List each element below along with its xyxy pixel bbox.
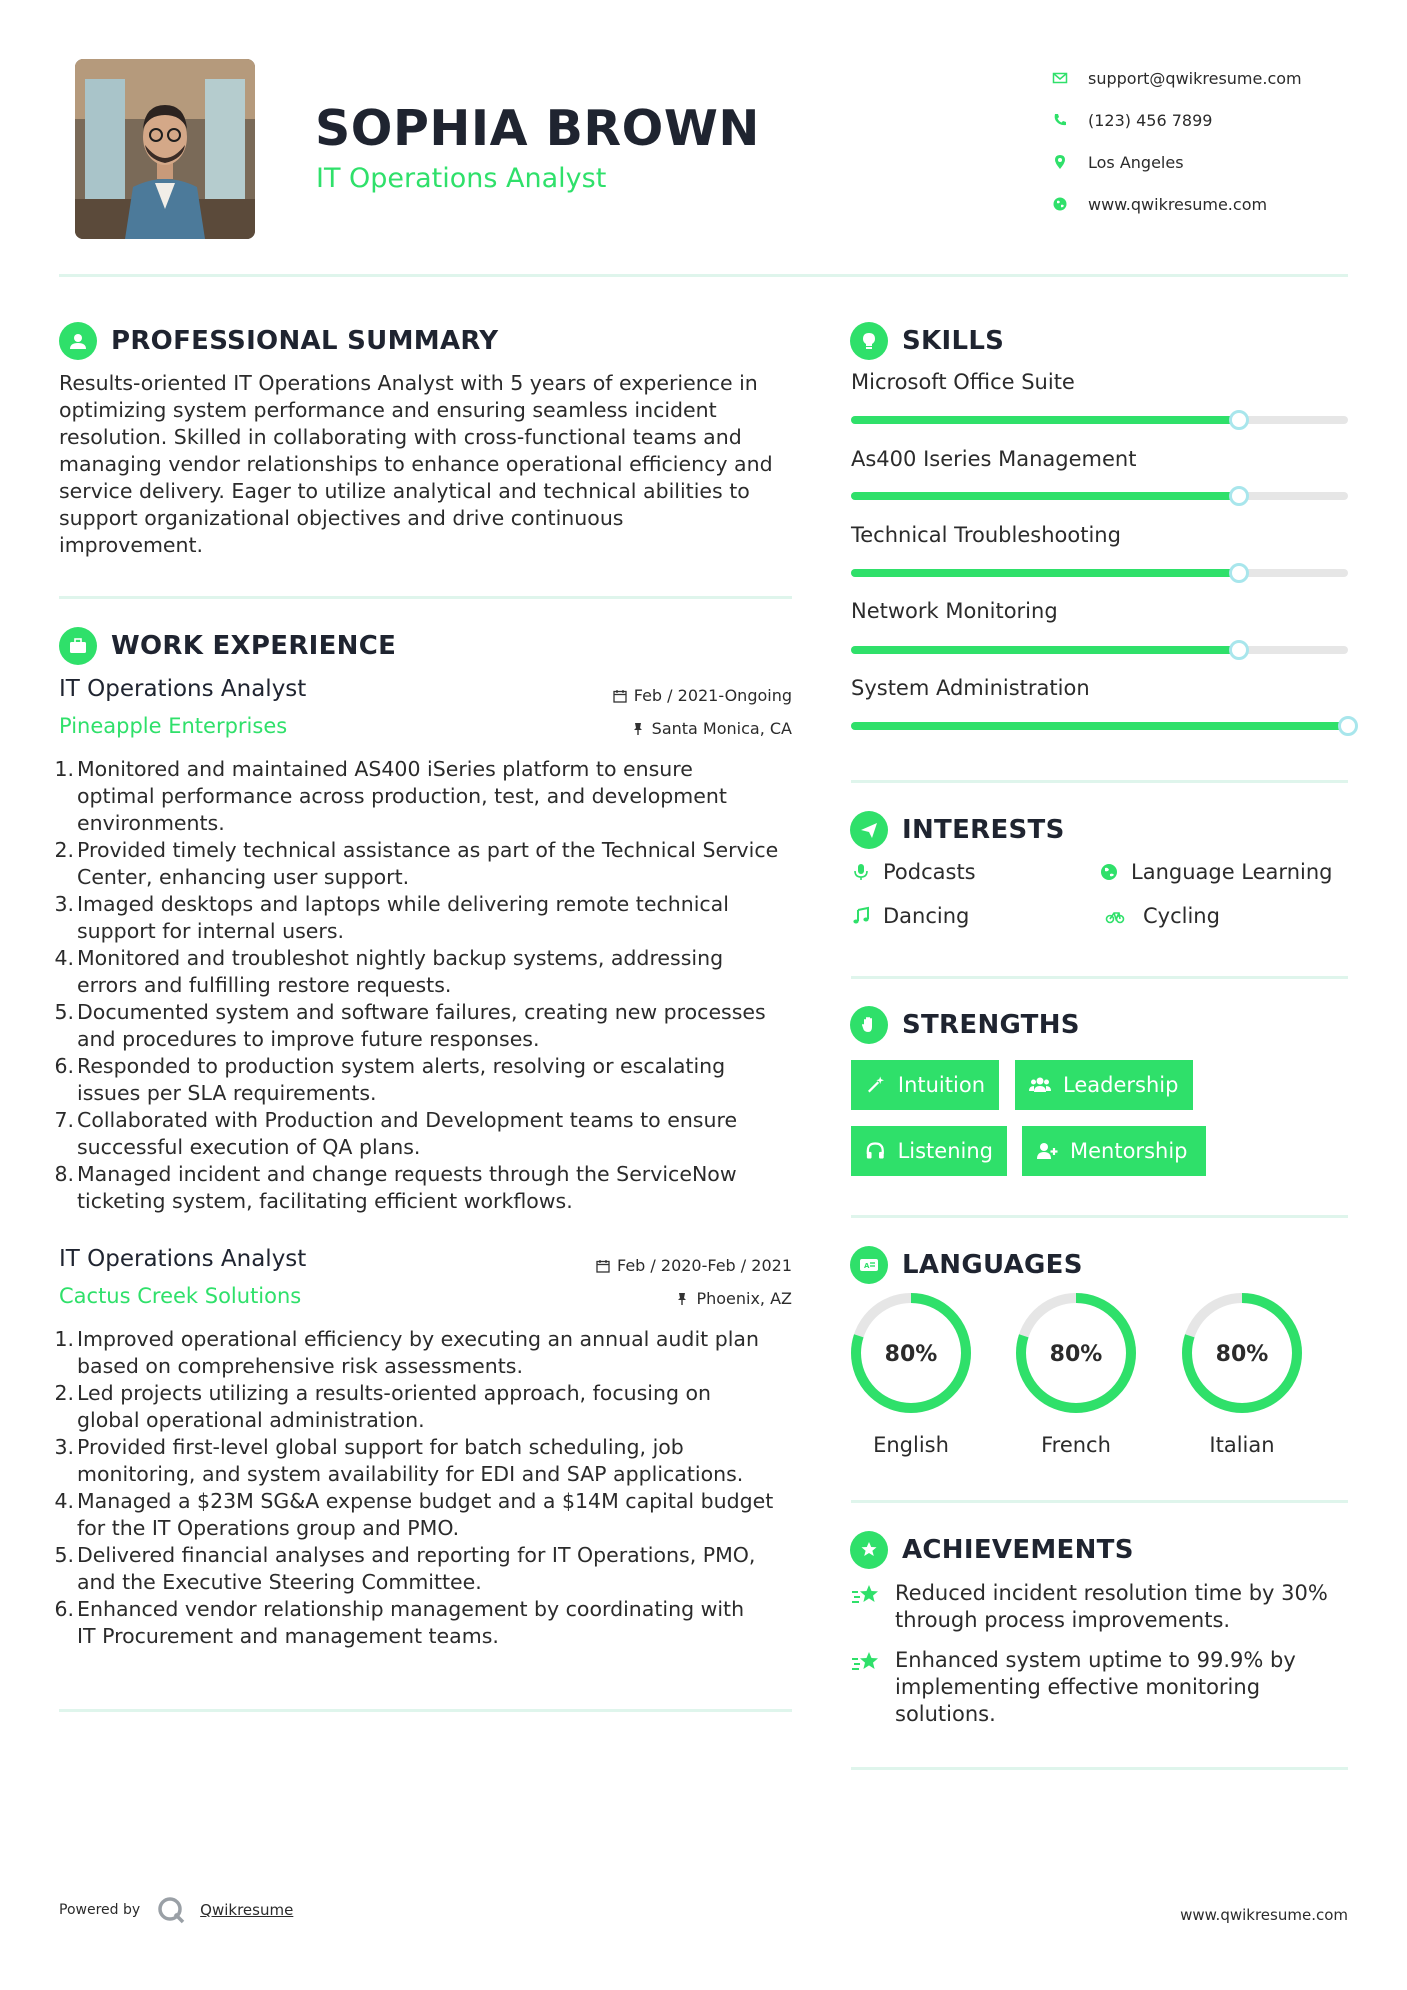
list-line: Responded to production system alerts, resolving or escalating (77, 1054, 726, 1078)
paper-plane-icon (850, 811, 888, 849)
achievements-divider (851, 1767, 1348, 1770)
headphones-icon (865, 1140, 886, 1162)
skill-bar (851, 722, 1348, 730)
skill-bar-knob (1229, 486, 1249, 506)
list-line: Documented system and software failures, creating new processes (77, 1000, 766, 1024)
interests-section-header (850, 811, 1065, 849)
job-dates (596, 1256, 792, 1275)
globe-icon (1050, 196, 1088, 212)
interests-divider (851, 976, 1348, 979)
list-item (54, 1380, 799, 1434)
shooting-star-icon (851, 1582, 883, 1610)
list-line: issues per SLA requirements. (77, 1081, 377, 1105)
list-number: 2. (54, 838, 74, 862)
email-icon (1050, 70, 1088, 86)
list-item (54, 999, 799, 1053)
list-line: Managed incident and change requests through the ServiceNow (77, 1162, 737, 1186)
candidate-title: IT Operations Analyst (316, 163, 607, 194)
skill-bar-fill (851, 416, 1239, 424)
bicycle-icon (1099, 906, 1131, 926)
experience-heading: WORK EXPERIENCE (111, 631, 397, 661)
list-line: Enhanced vendor relationship management by coordinating with (77, 1597, 745, 1621)
strength-label: Intuition (897, 1073, 985, 1097)
list-item (54, 837, 799, 891)
list-line: and procedures to improve future responses. (77, 1027, 540, 1051)
list-line: Provided first-level global support for batch scheduling, job (77, 1435, 684, 1459)
list-line: errors and fulfilling restore requests. (77, 973, 452, 997)
footer-url[interactable]: www.qwikresume.com (1180, 1906, 1348, 1924)
achievements-section-header (850, 1531, 1134, 1569)
lightbulb-icon (850, 322, 888, 360)
achievement-item (851, 1647, 1296, 1728)
skill-bar (851, 569, 1348, 577)
qwikresume-logo-icon (156, 1895, 186, 1925)
list-line: environments. (77, 811, 225, 835)
strength-tag (851, 1126, 1007, 1176)
list-number: 7. (54, 1108, 74, 1132)
summary-line: resolution. Skilled in collaborating with cross-functional teams and (59, 425, 742, 449)
powered-by-text: Powered by (59, 1902, 141, 1918)
list-number: 5. (54, 1000, 74, 1024)
team-icon (1029, 1074, 1051, 1096)
microphone-icon (851, 862, 871, 882)
language-item (849, 1291, 973, 1457)
summary-text (59, 370, 799, 559)
job-location-text: Santa Monica, CA (651, 719, 792, 738)
list-item (54, 891, 799, 945)
phone-icon (1050, 112, 1088, 128)
interest-item (851, 904, 969, 928)
list-number: 6. (54, 1054, 74, 1078)
list-line: Managed a $23M SG&A expense budget and a $14M capital budget (77, 1489, 774, 1513)
shooting-star-icon (851, 1649, 883, 1677)
footer-powered-by (59, 1895, 293, 1925)
job-dates-text: Feb / 2021-Ongoing (633, 686, 792, 705)
language-percent: 80% (1049, 1342, 1103, 1367)
contact-website[interactable] (1050, 183, 1380, 225)
skill-bar-knob (1229, 640, 1249, 660)
summary-line: support organizational objectives and drive continuous (59, 506, 624, 530)
summary-line: managing vendor relationships to enhance operational efficiency and (59, 452, 773, 476)
calendar-icon (613, 689, 627, 703)
list-line: successful execution of QA plans. (77, 1135, 421, 1159)
list-line: Monitored and troubleshot nightly backup systems, addressing (77, 946, 724, 970)
job-title: IT Operations Analyst (59, 676, 307, 702)
list-number: 3. (54, 892, 74, 916)
list-line: ticketing system, facilitating efficient workflows. (77, 1189, 573, 1213)
candidate-name: SOPHIA BROWN (315, 100, 760, 157)
job-location (631, 719, 792, 738)
job-dates-text: Feb / 2020-Feb / 2021 (617, 1256, 792, 1275)
list-number: 2. (54, 1381, 74, 1405)
list-item (54, 1434, 799, 1488)
strength-tag (1022, 1126, 1206, 1176)
language-progress-ring (1180, 1291, 1304, 1415)
language-label: French (1041, 1433, 1111, 1457)
list-line: for the IT Operations group and PMO. (77, 1516, 460, 1540)
achievement-line: Reduced incident resolution time by 30% (895, 1581, 1328, 1605)
summary-line: service delivery. Eager to utilize analytical and technical abilities to (59, 479, 750, 503)
summary-divider (59, 596, 792, 599)
skill-bar (851, 492, 1348, 500)
language-progress-ring (1014, 1291, 1138, 1415)
globe-icon (1099, 862, 1119, 882)
contact-phone[interactable] (1050, 99, 1380, 141)
strength-label: Listening (897, 1139, 993, 1163)
skill-name: Network Monitoring (851, 599, 1058, 623)
contact-email-text: support@qwikresume.com (1088, 68, 1302, 88)
list-line: Improved operational efficiency by executing an annual audit plan (77, 1327, 759, 1351)
job-title: IT Operations Analyst (59, 1246, 307, 1272)
interest-item (1099, 860, 1332, 884)
skills-divider (851, 780, 1348, 783)
contact-location (1050, 141, 1380, 183)
language-icon (850, 1246, 888, 1284)
contact-phone-text: (123) 456 7899 (1088, 110, 1213, 130)
language-label: English (873, 1433, 949, 1457)
skill-bar-fill (851, 492, 1239, 500)
list-line: based on comprehensive risk assessments. (77, 1354, 523, 1378)
job-bullets (54, 1326, 799, 1650)
svg-text:A: A (864, 1262, 870, 1270)
summary-heading: PROFESSIONAL SUMMARY (111, 326, 499, 356)
calendar-icon (596, 1259, 610, 1273)
strength-label: Mentorship (1070, 1139, 1188, 1163)
list-line: Monitored and maintained AS400 iSeries platform to ensure (77, 757, 693, 781)
strengths-divider (851, 1215, 1348, 1218)
list-item (54, 1053, 799, 1107)
job-company: Cactus Creek Solutions (59, 1284, 302, 1308)
brand-link[interactable]: Qwikresume (200, 1901, 294, 1919)
strengths-heading: STRENGTHS (902, 1010, 1080, 1040)
pin-icon (631, 722, 645, 736)
achievement-line: through process improvements. (895, 1608, 1231, 1632)
language-progress-ring (849, 1291, 973, 1415)
list-number: 3. (54, 1435, 74, 1459)
list-line: Imaged desktops and laptops while delivering remote technical (77, 892, 729, 916)
job-location (675, 1289, 792, 1308)
interest-label: Podcasts (883, 860, 976, 884)
contact-location-text: Los Angeles (1088, 152, 1184, 172)
list-line: monitoring, and system availability for EDI and SAP applications. (77, 1462, 744, 1486)
strength-tag (851, 1060, 999, 1110)
list-item (54, 1326, 799, 1380)
summary-line: optimizing system performance and ensuring seamless incident (59, 398, 717, 422)
list-line: support for internal users. (77, 919, 345, 943)
skill-bar-knob (1229, 410, 1249, 430)
list-line: IT Procurement and management teams. (77, 1624, 499, 1648)
user-icon (59, 322, 97, 360)
skill-bar-fill (851, 646, 1239, 654)
list-number: 4. (54, 946, 74, 970)
skill-name: Technical Troubleshooting (851, 523, 1121, 547)
language-percent: 80% (884, 1342, 938, 1367)
achievement-line: solutions. (895, 1702, 996, 1726)
list-line: and the Executive Steering Committee. (77, 1570, 482, 1594)
list-item (54, 1542, 799, 1596)
strengths-section-header (850, 1006, 1080, 1044)
list-number: 5. (54, 1543, 74, 1567)
list-item (54, 1488, 799, 1542)
list-number: 1. (54, 1327, 74, 1351)
languages-heading: LANGUAGES (902, 1250, 1083, 1280)
job-dates (613, 686, 792, 705)
interests-heading: INTERESTS (902, 815, 1065, 845)
achievement-line: Enhanced system uptime to 99.9% by (895, 1648, 1296, 1672)
list-item (54, 1107, 799, 1161)
achievements-heading: ACHIEVEMENTS (902, 1535, 1134, 1565)
music-note-icon (851, 906, 871, 926)
skill-bar-knob (1338, 716, 1358, 736)
list-line: optimal performance across production, test, and development (77, 784, 727, 808)
interest-label: Dancing (883, 904, 970, 928)
summary-line: Results-oriented IT Operations Analyst with 5 years of experience in (59, 371, 758, 395)
hand-icon (850, 1006, 888, 1044)
summary-line: improvement. (59, 533, 204, 557)
language-percent: 80% (1215, 1342, 1269, 1367)
interest-label: Language Learning (1131, 860, 1333, 884)
contact-email[interactable] (1050, 57, 1380, 99)
list-line: Led projects utilizing a results-oriented approach, focusing on (77, 1381, 712, 1405)
skill-bar-fill (851, 569, 1239, 577)
list-line: Center, enhancing user support. (77, 865, 410, 889)
languages-section-header (850, 1246, 1083, 1284)
languages-divider (851, 1500, 1348, 1503)
list-line: Collaborated with Production and Development teams to ensure (77, 1108, 738, 1132)
list-item (54, 1596, 799, 1650)
job-location-text: Phoenix, AZ (696, 1289, 792, 1308)
experience-divider (59, 1709, 792, 1712)
skill-name: Microsoft Office Suite (851, 370, 1075, 394)
experience-section-header (59, 627, 396, 665)
skill-bar-fill (851, 722, 1348, 730)
list-number: 6. (54, 1597, 74, 1621)
skill-bar-knob (1229, 563, 1249, 583)
interest-item (851, 860, 976, 884)
achievement-line: implementing effective monitoring (895, 1675, 1261, 1699)
briefcase-icon (59, 627, 97, 665)
list-number: 1. (54, 757, 74, 781)
interest-label: Cycling (1143, 904, 1220, 928)
list-item (54, 756, 799, 837)
achievement-item (851, 1580, 1328, 1634)
list-item (54, 945, 799, 999)
language-item (1180, 1291, 1304, 1457)
job-bullets (54, 756, 799, 1215)
language-item (1014, 1291, 1138, 1457)
list-line: Delivered financial analyses and reporting for IT Operations, PMO, (77, 1543, 756, 1567)
list-item (54, 1161, 799, 1215)
language-label: Italian (1209, 1433, 1275, 1457)
pin-icon (675, 1292, 689, 1306)
skill-bar (851, 416, 1348, 424)
skill-name: System Administration (851, 676, 1090, 700)
add-user-icon (1036, 1140, 1058, 1162)
skill-name: As400 Iseries Management (851, 447, 1137, 471)
list-number: 8. (54, 1162, 74, 1186)
list-number: 4. (54, 1489, 74, 1513)
interest-item (1099, 904, 1220, 928)
summary-section-header (59, 322, 498, 360)
list-line: global operational administration. (77, 1408, 425, 1432)
contact-list (1050, 57, 1380, 225)
skills-section-header (850, 322, 1004, 360)
strength-label: Leadership (1063, 1073, 1179, 1097)
header-divider (59, 274, 1348, 277)
contact-website-text: www.qwikresume.com (1088, 194, 1268, 214)
job-company: Pineapple Enterprises (59, 714, 288, 738)
list-line: Provided timely technical assistance as part of the Technical Service (77, 838, 779, 862)
magic-wand-icon (865, 1074, 886, 1096)
profile-photo (75, 59, 255, 239)
location-icon (1050, 154, 1088, 170)
strength-tag (1015, 1060, 1193, 1110)
skills-heading: SKILLS (902, 326, 1005, 356)
skill-bar (851, 646, 1348, 654)
award-icon (850, 1531, 888, 1569)
